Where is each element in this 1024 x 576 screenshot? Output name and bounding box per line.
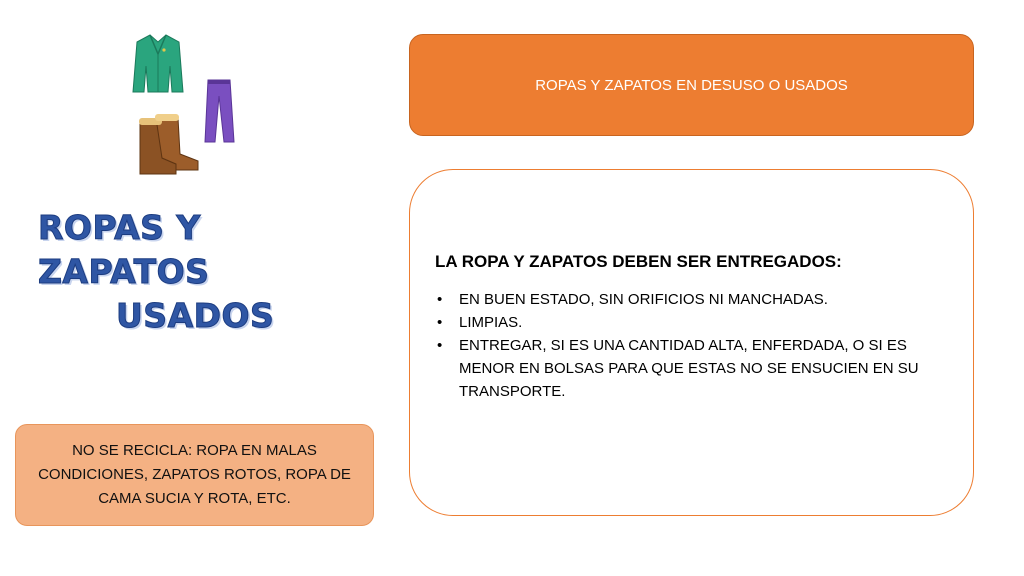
graphic-title [38,206,378,338]
pants-icon [205,80,234,142]
boots-icon [139,114,198,174]
requirements-heading: LA ROPA Y ZAPATOS DEBEN SER ENTREGADOS: [435,252,842,271]
graphic-title-line1: ROPAS Y ZAPATOS [38,208,210,291]
requirements-panel [409,169,974,516]
list-item: • ENTREGAR, SI ES UNA CANTIDAD ALTA, ENFERDADA, O SI ES MENOR EN BOLSAS PARA QUE ESTAS NO SE ENSUCIEN EN SU TRANSPORTE. [435,334,943,403]
note-text: NO SE RECICLA: ROPA EN MALAS CONDICIONES, ZAPATOS ROTOS, ROPA DE CAMA SUCIA Y ROTA, ETC. [38,442,351,507]
requirements-list [435,288,943,403]
jacket-icon [133,35,183,92]
header-banner [409,34,974,136]
header-text: ROPAS Y ZAPATOS EN DESUSO O USADOS [535,76,848,94]
list-item: • LIMPIAS. [435,311,943,334]
not-recycled-note [15,424,374,526]
graphic-title-line2: USADOS [116,296,275,335]
list-item: • EN BUEN ESTADO, SIN ORIFICIOS NI MANCHADAS. [435,288,943,311]
clothes-illustration [120,30,270,180]
